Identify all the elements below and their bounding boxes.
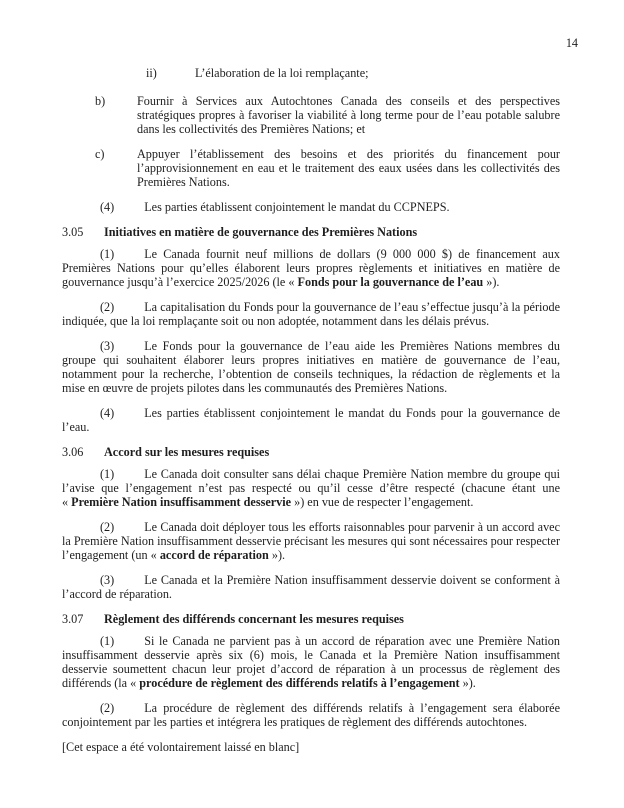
paragraph-text: Le Canada et la Première Nation insuffisamment desservie doivent se conforment à l’accord de réparation. [62,573,560,601]
paragraph [62,406,560,434]
blank-space-note [62,740,560,754]
paragraph-text: Les parties établissent conjointement le mandat du Fonds pour la gouvernance de l’eau. [62,406,560,434]
paragraph-number: (1) [100,634,115,648]
paragraph [62,200,560,214]
paragraph-number: (1) [100,467,115,481]
list-item-text: L’élaboration de la loi remplaçante; [195,66,369,80]
paragraph-text: Le Canada fournit neuf millions de dollars (9 000 000 $) de financement aux Premières Nations pour qu’elles élaborent leurs propres règlements et initiatives en matière de gouvernance jusqu’à l’exercice 2025/2026 (le « [62,247,560,289]
paragraph-text: Fonds pour la gouvernance de l’eau [297,275,484,289]
paragraph-text: ») en vue de respecter l’engagement. [291,495,474,509]
list-item-text: Appuyer l’établissement des besoins et des priorités du financement pour l’approvisionnement en eau et le traitement des eaux usées dans les collectivités des Premières Nations. [137,147,560,189]
paragraph-text: La procédure de règlement des différends relatifs à l’engagement sera élaborée conjointement par les parties et intégrera les pratiques de règlement des différends autochtones. [62,701,560,729]
section-number: 3.05 [62,225,84,239]
paragraph-text: »). [268,548,286,562]
list-item-label: c) [95,147,105,161]
note-text: [Cet espace a été volontairement laissé en blanc] [62,740,300,754]
section-heading [62,225,560,239]
paragraph-text: procédure de règlement des différends relatifs à l’engagement [139,676,460,690]
paragraph-number: (3) [100,573,115,587]
paragraph-number: (3) [100,339,115,353]
paragraph [62,247,560,289]
paragraph [62,573,560,601]
list-item-label: b) [95,94,106,108]
section-title: Règlement des différends concernant les mesures requises [104,612,404,626]
list-item-label: ii) [146,66,157,80]
document-content [62,66,560,765]
section-title: Accord sur les mesures requises [104,445,270,459]
paragraph [62,339,560,395]
paragraph-text: »). [483,275,500,289]
paragraph-text: Le Canada doit déployer tous les efforts raisonnables pour parvenir à un accord avec la Première Nation insuffisamment desservie précisant les mesures qui sont nécessaires pour respecter l’engagement (un « [62,520,560,562]
list-item [62,94,560,136]
section-heading [62,445,560,459]
section-number: 3.07 [62,612,84,626]
list-item [62,147,560,189]
paragraph [62,701,560,729]
paragraph [62,634,560,690]
section-title: Initiatives en matière de gouvernance des Premières Nations [104,225,418,239]
paragraph-number: (2) [100,520,115,534]
paragraph-text: »). [459,676,476,690]
section-heading [62,612,560,626]
paragraph-text: La capitalisation du Fonds pour la gouvernance de l’eau s’effectue jusqu’à la période indiquée, que la loi remplaçante soit ou non adoptée, notamment dans les délais prévus. [62,300,560,328]
paragraph-number: (1) [100,247,115,261]
paragraph-number: (2) [100,701,115,715]
page-number: 14 [565,36,578,50]
paragraph-text: accord de réparation [159,548,269,562]
section-number: 3.06 [62,445,84,459]
paragraph [62,520,560,562]
paragraph-number: (4) [100,200,115,214]
list-item [62,66,560,80]
paragraph-text: Si le Canada ne parvient pas à un accord de réparation avec une Première Nation insuffisamment desservie après six (6) mois, le Canada et la Première Nation insuffisamment desservie soumettent chacun leur projet d’accord de réparation à un processus de règlement des différends (la « [62,634,560,690]
paragraph-number: (2) [100,300,115,314]
paragraph [62,467,560,509]
paragraph-text: Les parties établissent conjointement le mandat du CCPNEPS. [144,200,450,214]
paragraph-text: Première Nation insuffisamment desservie [71,495,292,509]
paragraph-text: Le Canada doit consulter sans délai chaque Première Nation membre du groupe qui l’avise que l’engagement n’est pas respecté ou qu’il cesse d’être respecté (chacune étant une « [62,467,560,509]
list-item-text: Fournir à Services aux Autochtones Canada des conseils et des perspectives stratégiques propres à favoriser la viabilité à long terme pour de l’eau potable salubre dans les collectivités des Premières Nations; et [137,94,560,136]
paragraph [62,300,560,328]
paragraph-number: (4) [100,406,115,420]
paragraph-text: Le Fonds pour la gouvernance de l’eau aide les Premières Nations membres du groupe qui souhaitent élaborer leurs propres initiatives en matière de gouvernance de l’eau, notamment pour la recherche, l’obtention de conseils techniques, la rédaction de règlements et la mise en œuvre de projets pilotes dans les communautés des Premières Nations. [62,339,560,395]
